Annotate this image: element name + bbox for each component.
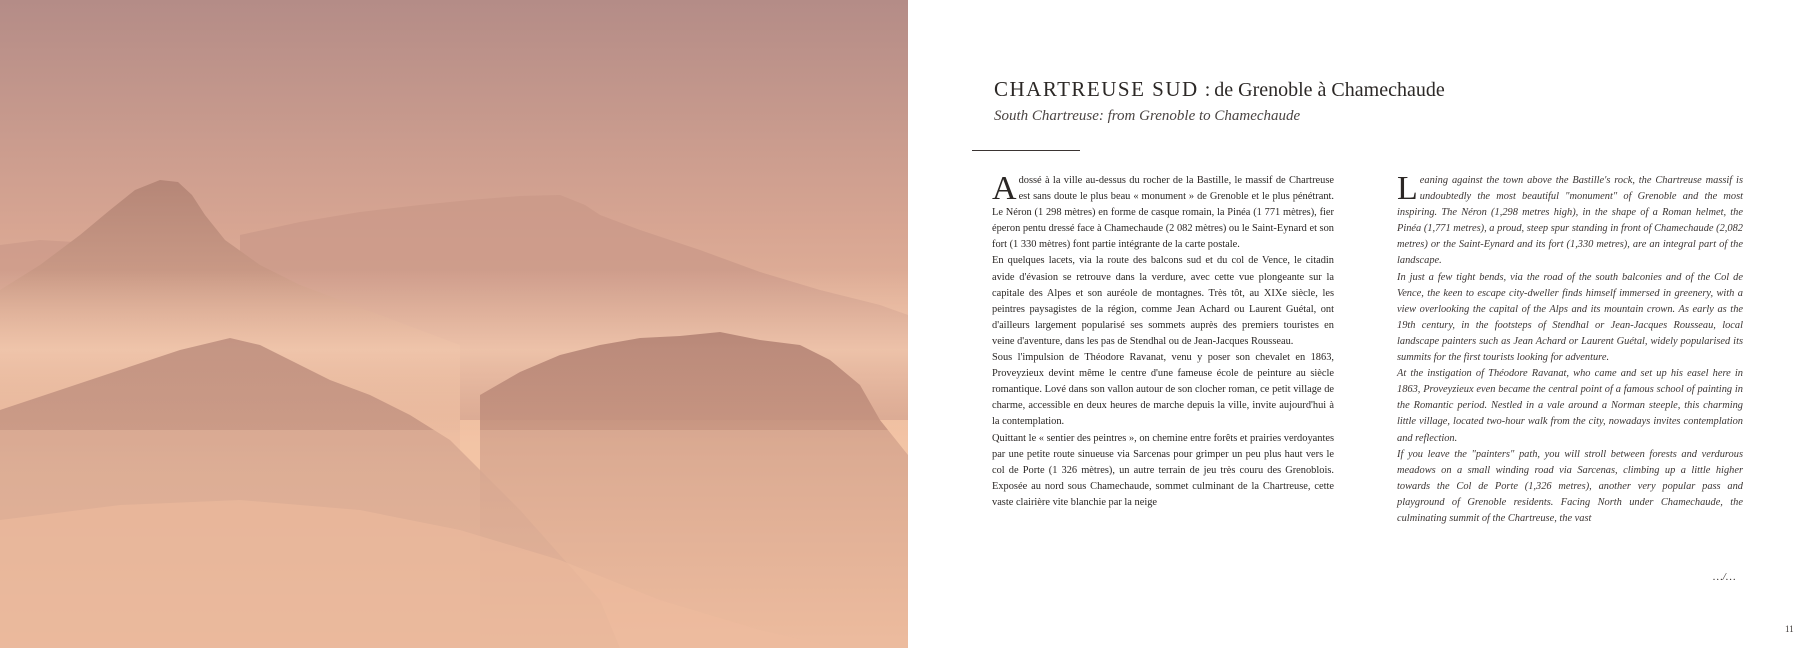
english-column xyxy=(1397,170,1743,527)
french-paragraph-4: Quittant le « sentier des peintres », on chemine entre forêts et prairies verdoyantes par une petite route sinueuse via Sarcenas pour grimper un peu plus haut vers le col de Porte (1 326 mètres), un autre terrain de jeu très couru des Grenoblois. Exposée au nord sous Chamechaude, sommet culminant de la Chartreuse, cette vaste clairière vite blanchie par la neige xyxy=(992,432,1334,508)
french-paragraph-3: Sous l'impulsion de Théodore Ravanat, venu y poser son chevalet en 1863, Proveyzieux devint même le centre d'une fameuse école de peinture au siècle romantique. Lové dans son vallon autour de son clocher roman, ce petit village de charme, accessible en deux heures de marche depuis la ville, invite aujourd'hui à la contemplation. xyxy=(992,352,1334,428)
title-divider xyxy=(972,150,1080,151)
french-paragraph-2: En quelques lacets, via la route des balcons sud et du col de Vence, le citadin avide d'évasion se retrouve dans la verdure, avec cette vue plongeante sur la capitale des Alpes et son auréole de montagnes. Très tôt, au XIXe siècle, les peintres paysagistes de la région, comme Jean Achard ou Laurent Guétal, ont d'ailleurs largement popularisé ses sommets auprès des premiers touristes en veine d'aventure, dans les pas de Stendhal ou de Jean-Jacques Rousseau. xyxy=(992,255,1334,347)
title-separator: : xyxy=(1204,79,1211,101)
english-paragraph-3: At the instigation of Théodore Ravanat, who came and set up his easel here in 1863, Proveyzieux even became the central point of a famous school of painting in the Romantic period. Nestled in a vale around a Norman steeple, this charming little village, located two-hour walk from the city, nowadays invites contemplation and reflection. xyxy=(1397,368,1743,444)
english-paragraph-1 xyxy=(1397,170,1743,270)
continued-marker: …/… xyxy=(1713,571,1736,583)
french-column xyxy=(992,170,1334,511)
french-paragraph-1-text: dossé à la ville au-dessus du rocher de la Bastille, le massif de Chartreuse est sans doute le plus beau « monument » de Grenoble et le plus pénétrant. Le Néron (1 298 mètres) en forme de casque romain, la Pinéa (1 771 mètres), fier éperon pentu dressé face à Chamechaude (2 082 mètres) ou le Saint-Eynard et son fort (1 330 mètres) font partie intégrante de la carte postale. xyxy=(992,175,1334,251)
text-page xyxy=(908,0,1815,648)
page-subtitle: South Chartreuse: from Grenoble to Chamechaude xyxy=(994,108,1301,124)
title-block xyxy=(994,76,1445,127)
french-dropcap: A xyxy=(992,170,1017,207)
english-dropcap: L xyxy=(1397,170,1418,207)
french-paragraph-1 xyxy=(992,170,1334,253)
page-title xyxy=(994,76,1445,103)
title-main: CHARTREUSE SUD xyxy=(994,77,1199,101)
english-paragraph-2: In just a few tight bends, via the road of the south balconies and of the Col de Vence, the keen to escape city-dweller finds himself immersed in greenery, with a view overlooking the capital of the Alps and its mountain crown. As early as the 19th century, in the footsteps of Stendhal or Jean-Jacques Rousseau, local landscape painters such as Jean Achard or Laurent Guétal, widely popularised its summits for the first tourists looking for adventure. xyxy=(1397,271,1743,364)
english-paragraph-4: If you leave the "painters" path, you will stroll between forests and verdurous meadows on a small winding road via Sarcenas, climbing up a little higher towards the Col de Porte (1,326 metres), another very popular pass and playground of Grenoble residents. Facing North under Chamechaude, the culminating summit of the Chartreuse, the vast xyxy=(1397,448,1743,524)
title-rest: de Grenoble à Chamechaude xyxy=(1214,79,1445,101)
english-paragraph-1-text: eaning against the town above the Bastille's rock, the Chartreuse massif is undoubtedly the most beautiful "monument" of Grenoble and the most inspiring. The Néron (1,298 metres high), in the shape of a Roman helmet, the Pinéa (1,771 metres), a proud, steep spur standing in front of Chamechaude (2,082 metres) or the Saint-Eynard and its fort (1,330 metres), are an integral part of the landscape. xyxy=(1397,175,1743,267)
page-number: 11 xyxy=(1785,624,1794,634)
